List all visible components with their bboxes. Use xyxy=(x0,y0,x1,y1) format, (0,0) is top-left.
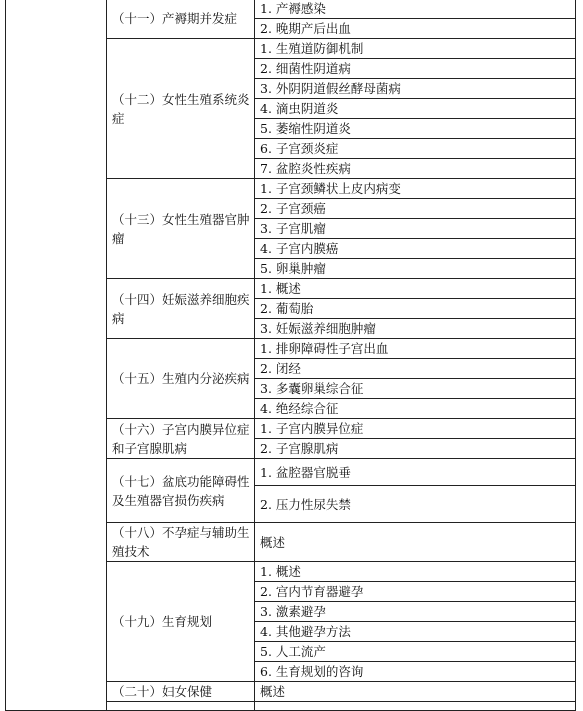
item-cell: 2. 宫内节育器避孕 xyxy=(255,582,576,602)
section-title: （十七）盆底功能障碍性及生殖器官损伤疾病 xyxy=(107,459,255,523)
item-cell: 3. 妊娠滋养细胞肿瘤 xyxy=(255,319,576,339)
item-cell: 3. 多囊卵巢综合征 xyxy=(255,379,576,399)
item-cell: 3. 激素避孕 xyxy=(255,602,576,622)
syllabus-table xyxy=(5,0,576,711)
item-cell: 5. 人工流产 xyxy=(255,642,576,662)
item-cell: 2. 压力性尿失禁 xyxy=(255,486,576,523)
item-cell: 1. 概述 xyxy=(255,279,576,299)
item-cell: 1. 子宫内膜异位症 xyxy=(255,419,576,439)
item-cell: 1. 概述 xyxy=(255,562,576,582)
item-cell: 5. 卵巢肿瘤 xyxy=(255,259,576,279)
item-cell: 2. 葡萄胎 xyxy=(255,299,576,319)
item-cell: 3. 外阴阴道假丝酵母菌病 xyxy=(255,79,576,99)
section-title: （二十）妇女保健 xyxy=(107,682,255,702)
item-cell: 1. 盆腔器官脱垂 xyxy=(255,459,576,486)
item-cell: 6. 子宫颈炎症 xyxy=(255,139,576,159)
item-cell: 1. 子宫颈鳞状上皮内病变 xyxy=(255,179,576,199)
item-cell: 5. 萎缩性阴道炎 xyxy=(255,119,576,139)
section-title: （十五）生殖内分泌疾病 xyxy=(107,339,255,419)
section-title: （十八）不孕症与辅助生殖技术 xyxy=(107,523,255,562)
item-cell: 2. 子宫腺肌病 xyxy=(255,439,576,459)
item-cell: 4. 滴虫阴道炎 xyxy=(255,99,576,119)
item-cell: 4. 子宫内膜癌 xyxy=(255,239,576,259)
section-title: （十六）子宫内膜异位症和子宫腺肌病 xyxy=(107,419,255,459)
item-cell xyxy=(255,702,576,711)
section-title xyxy=(107,702,255,711)
section-title: （十九）生育规划 xyxy=(107,562,255,682)
item-cell: 概述 xyxy=(255,523,576,562)
item-cell: 2. 闭经 xyxy=(255,359,576,379)
item-cell: 2. 子宫颈癌 xyxy=(255,199,576,219)
section-title: （十三）女性生殖器官肿瘤 xyxy=(107,179,255,279)
item-cell: 4. 绝经综合征 xyxy=(255,399,576,419)
item-cell: 1. 产褥感染 xyxy=(255,0,576,19)
section-title: （十四）妊娠滋养细胞疾病 xyxy=(107,279,255,339)
item-cell: 1. 排卵障碍性子宫出血 xyxy=(255,339,576,359)
item-cell: 7. 盆腔炎性疾病 xyxy=(255,159,576,179)
item-cell: 概述 xyxy=(255,682,576,702)
item-cell: 4. 其他避孕方法 xyxy=(255,622,576,642)
section-title: （十二）女性生殖系统炎症 xyxy=(107,39,255,179)
section-title: （十一）产褥期并发症 xyxy=(107,0,255,39)
item-cell: 1. 生殖道防御机制 xyxy=(255,39,576,59)
item-cell: 2. 细菌性阴道病 xyxy=(255,59,576,79)
item-cell: 3. 子宫肌瘤 xyxy=(255,219,576,239)
category-cell xyxy=(6,0,107,711)
item-cell: 2. 晚期产后出血 xyxy=(255,19,576,39)
item-cell: 6. 生育规划的咨询 xyxy=(255,662,576,682)
table-row xyxy=(6,0,576,19)
